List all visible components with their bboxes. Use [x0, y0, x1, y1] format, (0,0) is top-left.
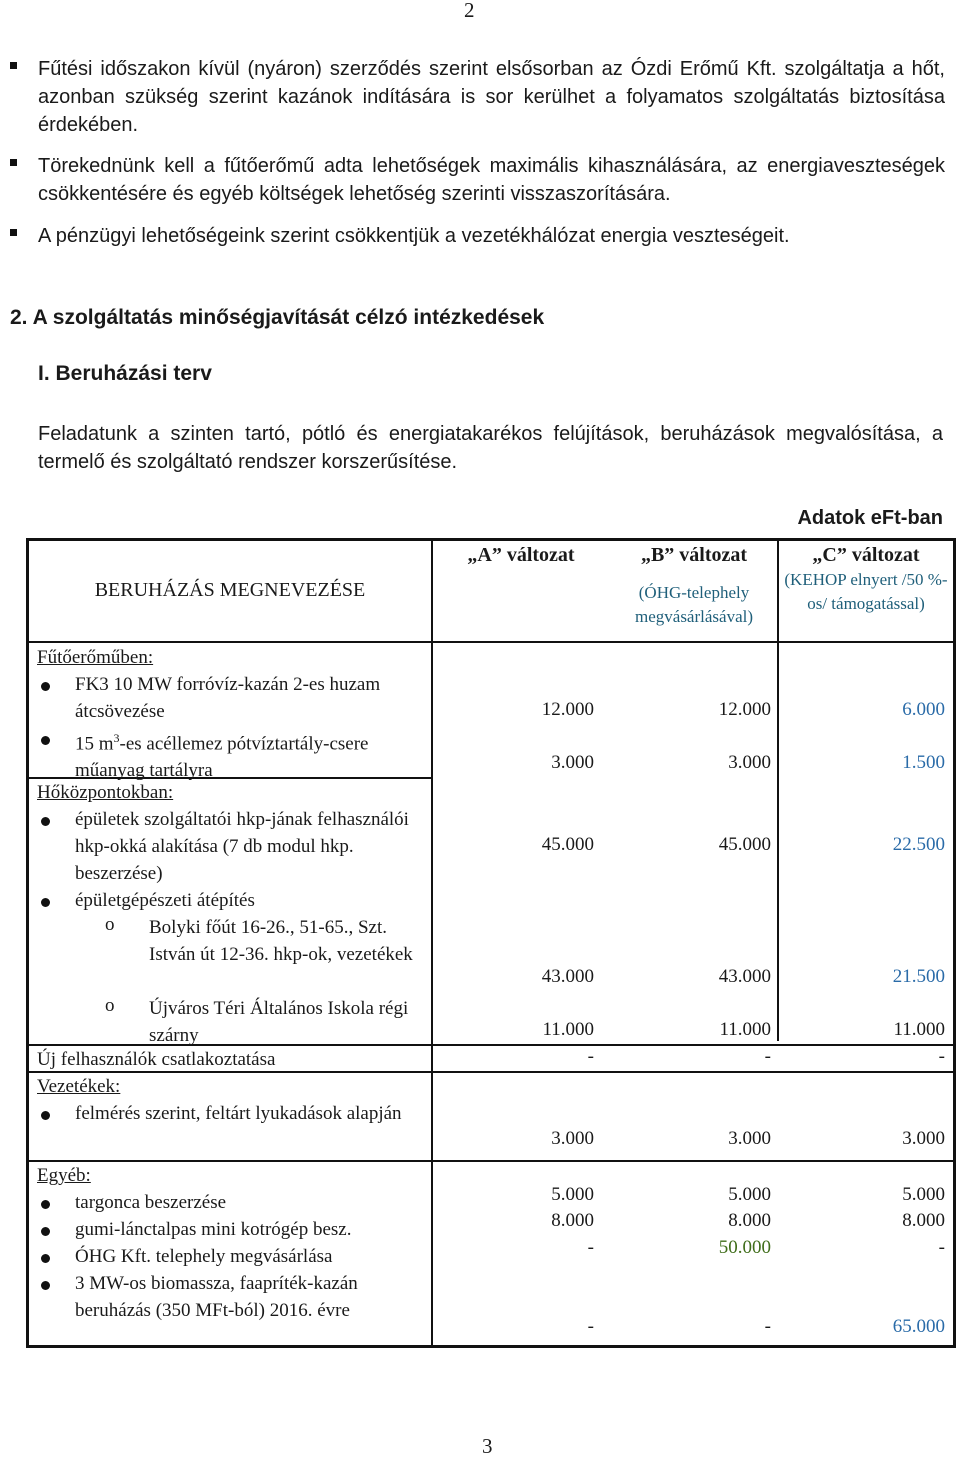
item-biomassza: 3 MW-os biomassza, faapríték-kazán beruházás (350 MFt-ból) 2016. évre [75, 1273, 358, 1321]
value-a: 11.000 [542, 1019, 594, 1040]
item-ohg: ÓHG Kft. telephely megvásárlása [75, 1246, 333, 1267]
intro-bullet-3 [10, 222, 945, 250]
section-heading: 2. A szolgáltatás minőségjavítását célzó intézkedések [10, 306, 545, 329]
group-label-egyeb: Egyéb: [37, 1165, 91, 1186]
header-col-b: „B” változat [640, 544, 748, 566]
value-b: 45.000 [718, 834, 771, 855]
item-tank-sup: 3 [113, 731, 120, 745]
section-paragraph: Feladatunk a szinten tartó, pótló és energiatakarékos felújítások, beruházások megvalósítása, a termelő és szolgáltató rendszer korszerűsítése. [38, 423, 943, 473]
square-bullet-icon [10, 62, 17, 69]
group-label-fuerom: Fűtőerőműben: [37, 647, 154, 668]
header-col-b-sub: (ÓHG-telephely megvásárlásával) [635, 583, 753, 626]
header-col-c: „C” változat [812, 544, 920, 566]
item-epuletgepeszet: épületgépészeti átépítés [75, 890, 255, 911]
item-tank [75, 725, 415, 784]
value-c: - [938, 1237, 945, 1258]
value-a: 3.000 [551, 752, 594, 773]
value-c: 1.500 [902, 752, 945, 773]
value-c: 21.500 [892, 966, 945, 987]
circle-bullet-icon: o [105, 995, 115, 1016]
bullet-dot-icon [41, 682, 50, 691]
value-c: 65.000 [892, 1316, 945, 1337]
value-b: 3.000 [728, 752, 771, 773]
value-b: 11.000 [719, 1019, 771, 1040]
group-label-hokozpont: Hőközpontokban: [37, 782, 174, 803]
investment-table [26, 538, 956, 1348]
bullet-dot-icon [41, 1200, 50, 1209]
row-new-users: Új felhasználók csatlakoztatása [37, 1049, 276, 1070]
bullet-dot-icon [41, 1281, 50, 1290]
item-tank-pre: 15 m [75, 733, 114, 755]
value-a: 5.000 [551, 1184, 594, 1205]
page-number-bottom: 3 [482, 1434, 493, 1458]
value-a: - [587, 1316, 594, 1337]
value-c: 8.000 [902, 1210, 945, 1231]
intro-bullet-1 [10, 55, 945, 139]
item-ujvaros: Újváros Téri Általános Iskola régi szárny [149, 998, 409, 1046]
value-b: 3.000 [728, 1128, 771, 1149]
value-c: 22.500 [892, 834, 945, 855]
value-b: 12.000 [718, 699, 771, 720]
value-a: 43.000 [541, 966, 594, 987]
section-subheading: I. Beruházási terv [38, 362, 212, 385]
value-b: 43.000 [718, 966, 771, 987]
item-felmeres: felmérés szerint, feltárt lyukadások alapján [75, 1103, 402, 1124]
value-b: - [764, 1316, 771, 1337]
value-c: - [938, 1046, 945, 1067]
item-bolyki: Bolyki főút 16-26., 51-65., Szt. István út 12-36. hkp-ok, vezetékek [149, 917, 413, 965]
header-name: BERUHÁZÁS MEGNEVEZÉSE [94, 579, 366, 601]
intro-bullet-2 [10, 152, 945, 208]
item-hkp: épületek szolgáltatói hkp-jának felhasználói hkp-okká alakítása (7 db modul hkp. beszerzése) [75, 809, 409, 884]
value-a: 3.000 [551, 1128, 594, 1149]
value-b: 50.000 [718, 1237, 771, 1258]
bullet-dot-icon [41, 817, 50, 826]
group-label-vezetekek: Vezetékek: [37, 1076, 121, 1097]
circle-bullet-icon: o [105, 914, 115, 935]
value-a: - [587, 1046, 594, 1067]
header-bottom-line [29, 641, 953, 643]
header-col-a: „A” változat [467, 544, 575, 566]
value-a: 12.000 [541, 699, 594, 720]
value-c: 11.000 [893, 1019, 945, 1040]
column-divider [431, 541, 433, 1345]
header-col-c-sub: (KEHOP elnyert /50 %-os/ támogatással) [784, 570, 948, 613]
bullet-dot-icon [41, 1111, 50, 1120]
square-bullet-icon [10, 159, 17, 166]
value-c: 5.000 [902, 1184, 945, 1205]
bullet-dot-icon [41, 736, 50, 745]
intro-bullet-text: Törekednünk kell a fűtőerőmű adta lehetőségek maximális kihasználására, az energiaveszteségek csökkentésére és egyéb költségek lehetőség szerinti visszaszorítására. [38, 155, 945, 205]
value-b: 5.000 [728, 1184, 771, 1205]
square-bullet-icon [10, 229, 17, 236]
value-a: 8.000 [551, 1210, 594, 1231]
item-tank-post: -es acéllemez pótvíztartály-csere műanyag tartályra [75, 733, 369, 782]
bullet-dot-icon [41, 1227, 50, 1236]
value-b: - [764, 1046, 771, 1067]
item-fk3: FK3 10 MW forróvíz-kazán 2-es huzam átcsövezése [75, 674, 381, 722]
bullet-dot-icon [41, 1254, 50, 1263]
page-number-top: 2 [464, 0, 475, 22]
unit-note: Adatok eFt-ban [797, 507, 943, 529]
value-a: 45.000 [541, 834, 594, 855]
value-a: - [587, 1237, 594, 1258]
bullet-dot-icon [41, 898, 50, 907]
row-line [29, 1160, 953, 1162]
value-c: 3.000 [902, 1128, 945, 1149]
intro-bullet-text: A pénzügyi lehetőségeink szerint csökkentjük a vezetékhálózat energia veszteségeit. [38, 225, 790, 247]
bc-divider-body [777, 641, 779, 1041]
intro-bullet-text: Fűtési időszakon kívül (nyáron) szerződés szerint elsősorban az Ózdi Erőmű Kft. szolgáltatja a hőt, azonban szükség szerint kazánok indítására is sor kerülhet a folyamatos szolgáltatás biztosítása érdekében. [38, 58, 945, 136]
value-c: 6.000 [902, 699, 945, 720]
value-b: 8.000 [728, 1210, 771, 1231]
item-kotrogep: gumi-lánctalpas mini kotrógép besz. [75, 1219, 352, 1240]
item-targonca: targonca beszerzése [75, 1192, 227, 1213]
